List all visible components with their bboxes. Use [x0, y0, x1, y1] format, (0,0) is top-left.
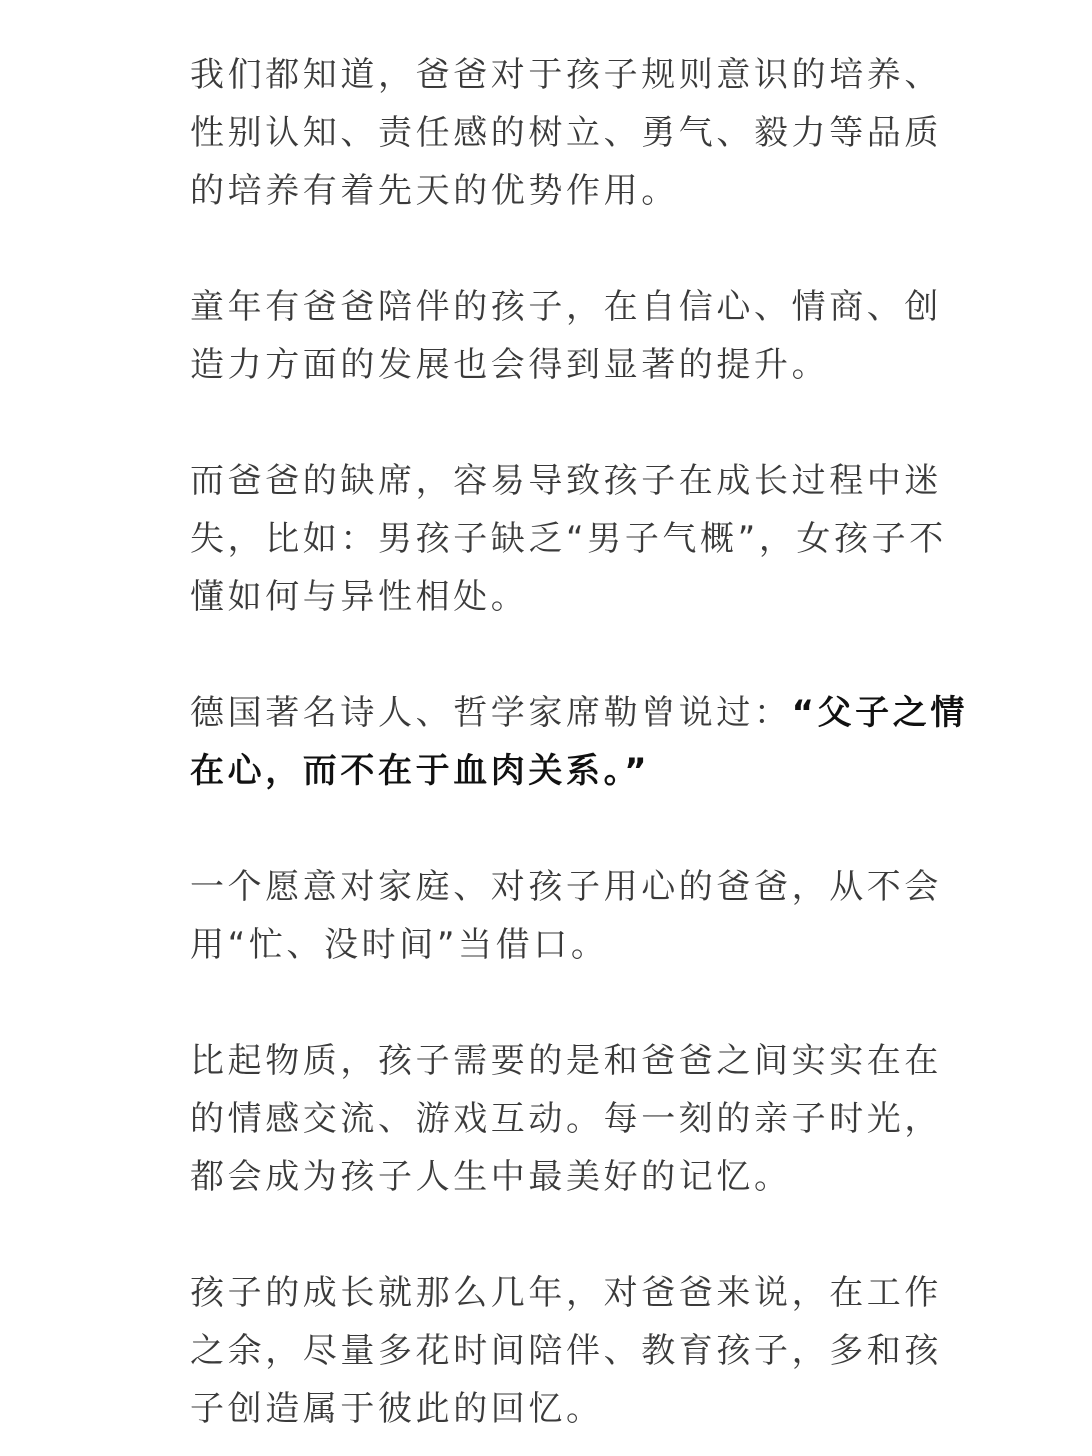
paragraph-3-line-1: 而爸爸的缺席，容易导致孩子在成长过程中迷 [190, 461, 942, 501]
paragraph-6-line-2: 的情感交流、游戏互动。每一刻的亲子时光， [190, 1099, 942, 1139]
paragraph-1-line-3: 的培养有着先天的优势作用。 [190, 171, 679, 211]
paragraph-3-line-2: 失，比如：男孩子缺乏“男子气概”，女孩子不 [190, 519, 947, 559]
quote-start: “父子之情 [791, 693, 968, 733]
paragraph-4-line-2 [190, 742, 910, 800]
paragraph-5-line-2: 用“忙、没时间”当借口。 [190, 925, 609, 965]
paragraph-1-line-1: 我们都知道，爸爸对于孩子规则意识的培养、 [190, 55, 942, 95]
paragraph-7-line-2: 之余，尽量多花时间陪伴、教育孩子，多和孩 [190, 1331, 942, 1371]
paragraph-6-line-1: 比起物质，孩子需要的是和爸爸之间实实在在 [190, 1041, 942, 1081]
paragraph-1-line-2: 性别认知、责任感的树立、勇气、毅力等品质 [190, 113, 942, 153]
paragraph-7-line-1: 孩子的成长就那么几年，对爸爸来说，在工作 [190, 1273, 942, 1313]
quote-intro: 德国著名诗人、哲学家席勒曾说过： [190, 693, 792, 733]
quote-end: 在心，而不在于血肉关系。” [190, 751, 651, 791]
paragraph-2-line-2: 造力方面的发展也会得到显著的提升。 [190, 345, 830, 385]
paragraph-6-line-3: 都会成为孩子人生中最美好的记忆。 [190, 1157, 792, 1197]
paragraph-2-line-1: 童年有爸爸陪伴的孩子，在自信心、情商、创 [190, 287, 942, 327]
paragraph-7-line-3: 子创造属于彼此的回忆。 [190, 1389, 604, 1429]
paragraph-5-line-1: 一个愿意对家庭、对孩子用心的爸爸，从不会 [190, 867, 942, 907]
paragraph-3-line-3: 懂如何与异性相处。 [190, 577, 529, 617]
paragraph-4-line-1 [190, 684, 968, 742]
